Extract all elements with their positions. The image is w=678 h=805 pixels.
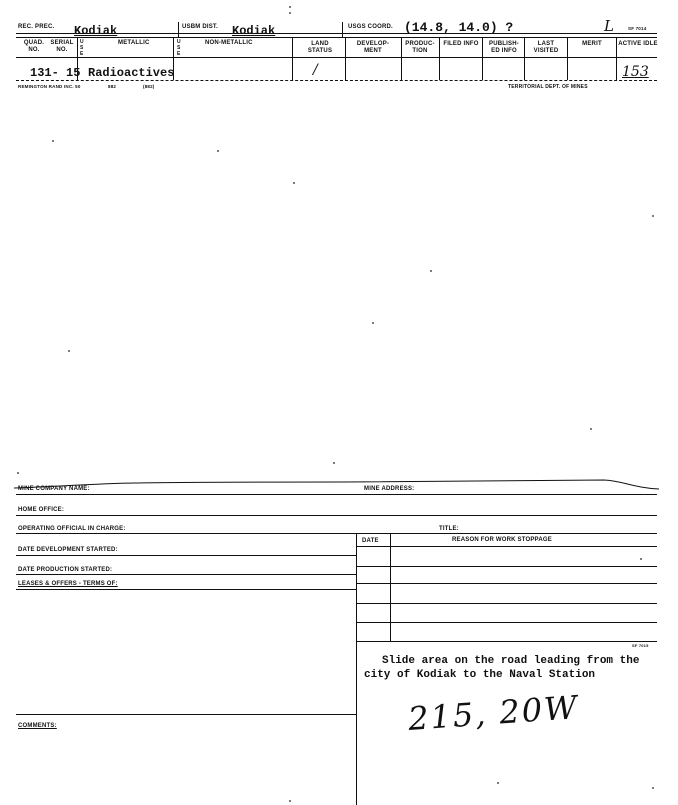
- department-label: TERRITORIAL DEPT. OF MINES: [508, 84, 588, 90]
- handwritten-note: 215, 20W: [406, 688, 581, 738]
- col-published-info: PUBLISH- ED INFO: [489, 41, 519, 54]
- printer-code-2: (882): [143, 84, 155, 89]
- rec-prec-label: REC. PREC.: [18, 24, 55, 30]
- form-number-front: SF 7014: [628, 26, 647, 31]
- land-status-mark: /: [313, 62, 318, 78]
- corner-mark: L: [604, 17, 614, 35]
- date-development-started-label: DATE DEVELOPMENT STARTED:: [18, 547, 118, 553]
- date-production-started-label: DATE PRODUCTION STARTED:: [18, 567, 113, 573]
- col-non-metallic: NON-METALLIC: [205, 40, 253, 46]
- date-column-label: DATE: [362, 538, 379, 544]
- col-serial-no: SERIAL NO.: [50, 40, 74, 53]
- typed-note-line-2: city of Kodiak to the Naval Station: [364, 669, 596, 681]
- mine-address-label: MINE ADDRESS:: [364, 486, 415, 492]
- col-filed-info: FILED INFO: [443, 41, 479, 47]
- usbm-dist-value: Kodiak: [232, 24, 276, 38]
- rec-prec-value: Kodiak: [74, 24, 118, 38]
- typed-note-line-1: Slide area on the road leading from the: [382, 655, 640, 667]
- handwritten-number: 153: [622, 64, 649, 80]
- reason-column-label: REASON FOR WORK STOPPAGE: [452, 537, 552, 543]
- col-quad-no: QUAD. NO.: [23, 40, 45, 53]
- col-metallic: METALLIC: [118, 40, 150, 46]
- title-label: TITLE:: [439, 526, 459, 532]
- col-uses-1: U S E: [80, 39, 84, 57]
- home-office-label: HOME OFFICE:: [18, 507, 65, 513]
- printer-imprint: REMINGTON RAND INC. 50: [18, 84, 81, 89]
- operating-official-label: OPERATING OFFICIAL IN CHARGE:: [18, 526, 126, 532]
- col-merit: MERIT: [582, 41, 602, 47]
- col-uses-2: U S E: [177, 39, 181, 57]
- torn-edge: [14, 474, 659, 496]
- printer-code-1: 882: [108, 84, 117, 89]
- usgs-coord-value: (14.8, 14.0) ?: [404, 20, 514, 35]
- typed-note: [364, 654, 639, 682]
- col-land-status: LAND STATUS: [307, 41, 333, 54]
- commodity-value: Radioactives: [88, 66, 175, 80]
- col-development: DEVELOP- MENT: [356, 41, 390, 54]
- quad-serial-value: 131- 15: [30, 66, 81, 80]
- col-last-visited: LAST VISITED: [533, 41, 559, 54]
- col-production: PRODUC- TION: [405, 41, 435, 54]
- col-active-idle: ACTIVE IDLE: [618, 41, 658, 47]
- mine-company-name-label: MINE COMPANY NAME:: [18, 486, 90, 492]
- comments-label: COMMENTS:: [18, 723, 57, 729]
- usgs-coord-label: USGS COORD.: [348, 24, 393, 30]
- form-number-back: SF 7015: [632, 643, 649, 648]
- usbm-dist-label: USBM DIST.: [182, 24, 219, 30]
- leases-offers-label: LEASES & OFFERS - TERMS OF:: [18, 581, 118, 587]
